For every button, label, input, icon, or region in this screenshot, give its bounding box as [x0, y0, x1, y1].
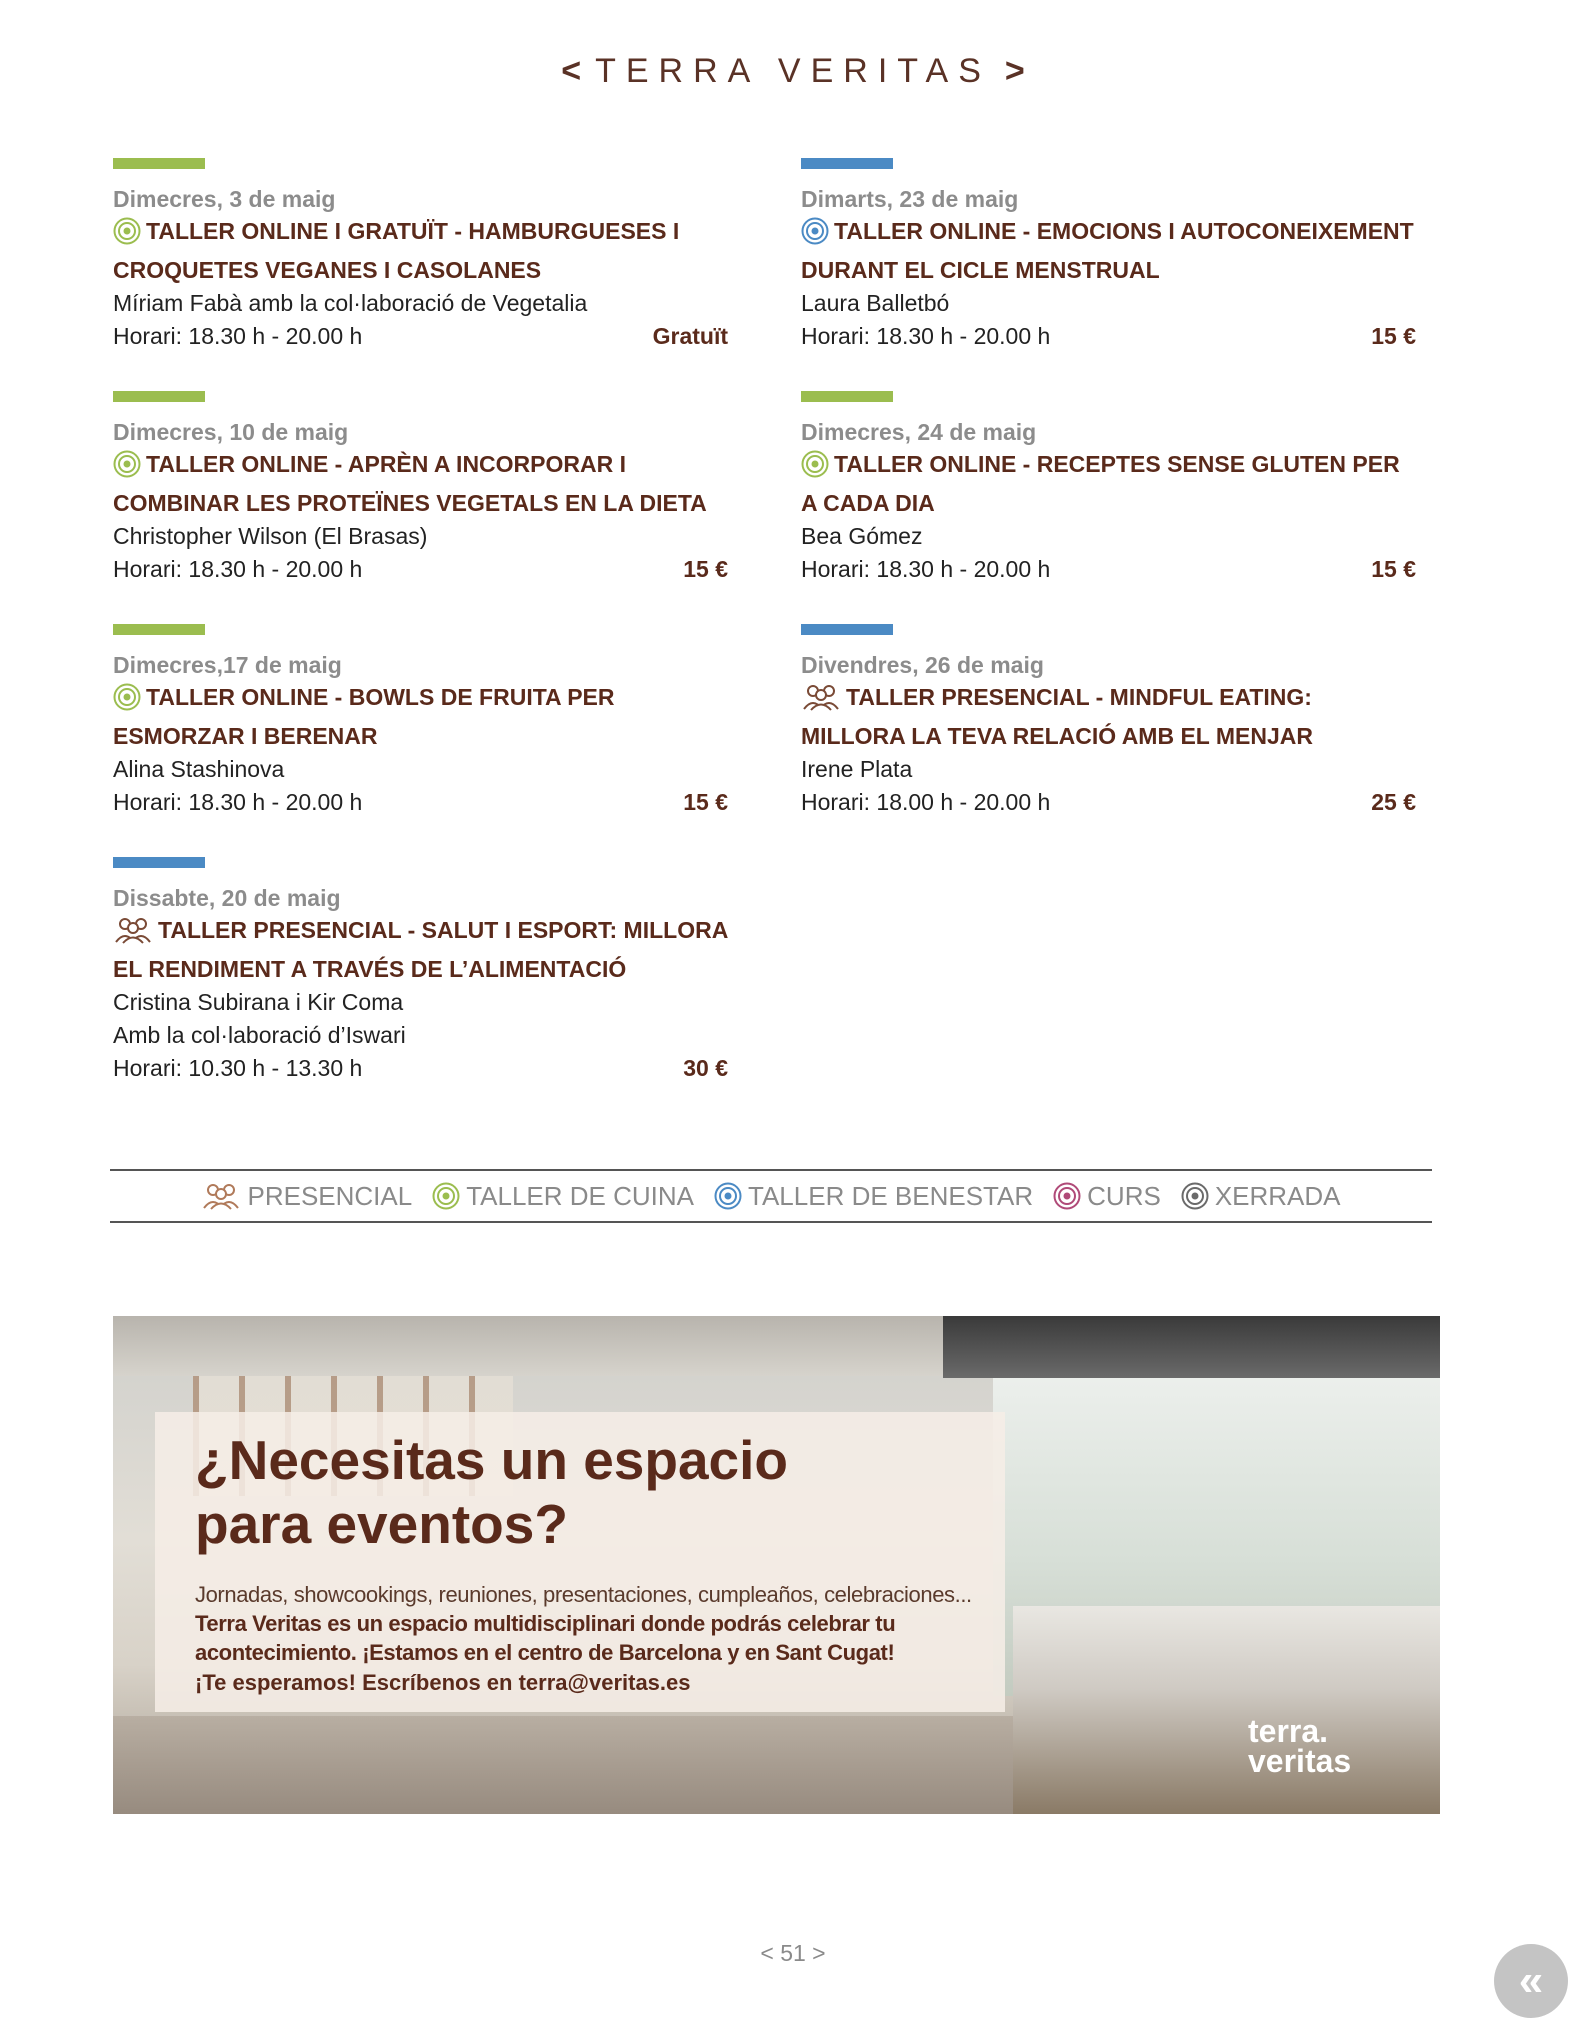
banner-contact[interactable]: ¡Te esperamos! Escríbenos en terra@veritas.es	[195, 1670, 691, 1695]
event-card[interactable]	[113, 158, 728, 353]
brand-header	[0, 52, 1586, 91]
event-category-bar	[801, 391, 893, 402]
banner-photo-hood	[943, 1316, 1440, 1378]
event-space-banner[interactable]	[113, 1316, 1440, 1814]
banner-text-panel	[155, 1412, 1005, 1712]
event-schedule-row	[113, 1052, 728, 1085]
event-schedule-row	[113, 553, 728, 586]
target-icon	[801, 450, 829, 487]
event-date: Dimecres, 3 de maig	[113, 186, 336, 212]
legend-label: TALLER DE CUINA	[466, 1180, 695, 1211]
event-card[interactable]	[113, 391, 728, 586]
banner-body-plain: Jornadas, showcookings, reuniones, presentaciones, cumpleaños, celebraciones...	[195, 1582, 972, 1607]
event-category-bar	[113, 624, 205, 635]
event-card[interactable]	[801, 624, 1416, 819]
event-host: Alina Stashinova	[113, 756, 285, 782]
legend-item	[432, 1181, 694, 1212]
legend-item	[1053, 1181, 1161, 1212]
event-price: Gratuït	[652, 323, 728, 349]
brand-title: TERRA VERITAS	[595, 52, 991, 90]
event-title	[801, 681, 1416, 753]
legend-item	[714, 1181, 1033, 1212]
banner-photo-counter	[1013, 1606, 1440, 1814]
people-icon	[113, 916, 153, 953]
event-schedule-row	[113, 786, 728, 819]
logo-line2: veritas	[1248, 1743, 1352, 1779]
event-host: Christopher Wilson (El Brasas)	[113, 523, 428, 549]
event-schedule: Horari: 18.30 h - 20.00 h	[801, 323, 1051, 349]
event-title-text: TALLER PRESENCIAL - SALUT I ESPORT: MILLORA EL RENDIMENT A TRAVÉS DE L’ALIMENTACIÓ	[113, 917, 728, 982]
event-extra: Amb la col·laboració d’Iswari	[113, 1022, 406, 1048]
event-title-text: TALLER ONLINE - APRÈN A INCORPORAR I COMBINAR LES PROTEÏNES VEGETALS EN LA DIETA	[113, 451, 707, 516]
event-date: Dissabte, 20 de maig	[113, 885, 341, 911]
event-price: 30 €	[683, 1055, 728, 1081]
event-category-bar	[113, 391, 205, 402]
event-schedule: Horari: 18.30 h - 20.00 h	[113, 556, 363, 582]
event-category-bar	[113, 158, 205, 169]
event-price: 15 €	[683, 789, 728, 815]
logo-line1: terra.	[1248, 1713, 1329, 1749]
event-title	[113, 448, 728, 520]
legend-label: PRESENCIAL	[247, 1180, 413, 1211]
event-schedule-row	[113, 320, 728, 353]
event-title	[801, 215, 1416, 287]
event-host: Cristina Subirana i Kir Coma	[113, 989, 404, 1015]
event-price: 15 €	[1371, 556, 1416, 582]
legend-label: CURS	[1087, 1180, 1161, 1211]
event-schedule-row	[801, 786, 1416, 819]
banner-body	[195, 1580, 995, 1667]
event-schedule: Horari: 18.30 h - 20.00 h	[113, 323, 363, 349]
banner-photo-floor	[113, 1716, 1013, 1814]
event-schedule: Horari: 10.30 h - 13.30 h	[113, 1055, 363, 1081]
event-title-text: TALLER ONLINE - EMOCIONS I AUTOCONEIXEMENT DURANT EL CICLE MENSTRUAL	[801, 218, 1414, 283]
target-icon	[113, 217, 141, 254]
banner-headline	[195, 1428, 995, 1556]
event-date: Divendres, 26 de maig	[801, 652, 1044, 678]
event-price: 25 €	[1371, 789, 1416, 815]
event-card[interactable]	[113, 857, 728, 1085]
event-host: Míriam Fabà amb la col·laboració de Vegetalia	[113, 290, 588, 316]
page-number: < 51 >	[760, 1940, 826, 1966]
people-icon	[801, 683, 841, 720]
event-category-bar	[801, 624, 893, 635]
banner-headline-line1: ¿Necesitas un espacio	[195, 1429, 789, 1491]
event-title-text: TALLER ONLINE I GRATUÏT - HAMBURGUESES I CROQUETES VEGANES I CASOLANES	[113, 218, 680, 283]
legend-label: TALLER DE BENESTAR	[748, 1180, 1034, 1211]
banner-body-bold: Terra Veritas es un espacio multidisciplinari donde podrás celebrar tu acontecimiento. ¡Estamos en el centro de Barcelona y en Sant Cugat!	[195, 1611, 896, 1665]
banner-headline-line2: para eventos?	[195, 1493, 568, 1555]
event-price: 15 €	[683, 556, 728, 582]
event-title	[801, 448, 1416, 520]
event-title-text: TALLER ONLINE - RECEPTES SENSE GLUTEN PER A CADA DIA	[801, 451, 1400, 516]
target-icon	[1053, 1182, 1081, 1210]
event-schedule: Horari: 18.00 h - 20.00 h	[801, 789, 1051, 815]
event-host: Irene Plata	[801, 756, 913, 782]
terra-veritas-logo	[1248, 1713, 1428, 1779]
event-title	[113, 681, 728, 753]
event-date: Dimarts, 23 de maig	[801, 186, 1019, 212]
category-legend	[110, 1169, 1432, 1223]
event-date: Dimecres, 24 de maig	[801, 419, 1037, 445]
right-chevron: >	[1004, 52, 1025, 90]
event-card[interactable]	[113, 624, 728, 819]
target-icon	[113, 450, 141, 487]
left-chevron: <	[561, 52, 582, 90]
legend-item	[201, 1181, 412, 1212]
event-title-text: TALLER ONLINE - BOWLS DE FRUITA PER ESMORZAR I BERENAR	[113, 684, 615, 749]
back-button[interactable]	[1494, 1944, 1568, 2018]
event-date: Dimecres, 10 de maig	[113, 419, 349, 445]
event-price: 15 €	[1371, 323, 1416, 349]
target-icon	[1181, 1182, 1209, 1210]
legend-label: XERRADA	[1214, 1180, 1341, 1211]
event-date: Dimecres,17 de maig	[113, 652, 342, 678]
target-icon	[714, 1182, 742, 1210]
event-schedule-row	[801, 320, 1416, 353]
event-title	[113, 215, 728, 287]
legend-item	[1181, 1181, 1341, 1212]
target-icon	[113, 683, 141, 720]
double-chevron-left-icon: «	[1518, 1956, 1544, 2005]
event-schedule: Horari: 18.30 h - 20.00 h	[113, 789, 363, 815]
event-host: Laura Balletbó	[801, 290, 950, 316]
event-schedule: Horari: 18.30 h - 20.00 h	[801, 556, 1051, 582]
event-title	[113, 914, 728, 986]
event-host: Bea Gómez	[801, 523, 923, 549]
event-category-bar	[113, 857, 205, 868]
event-card[interactable]	[801, 391, 1416, 586]
event-category-bar	[801, 158, 893, 169]
event-card[interactable]	[801, 158, 1416, 353]
target-icon	[432, 1182, 460, 1210]
people-icon	[201, 1182, 241, 1210]
event-title-text: TALLER PRESENCIAL - MINDFUL EATING: MILLORA LA TEVA RELACIÓ AMB EL MENJAR	[801, 684, 1313, 749]
event-schedule-row	[801, 553, 1416, 586]
target-icon	[801, 217, 829, 254]
